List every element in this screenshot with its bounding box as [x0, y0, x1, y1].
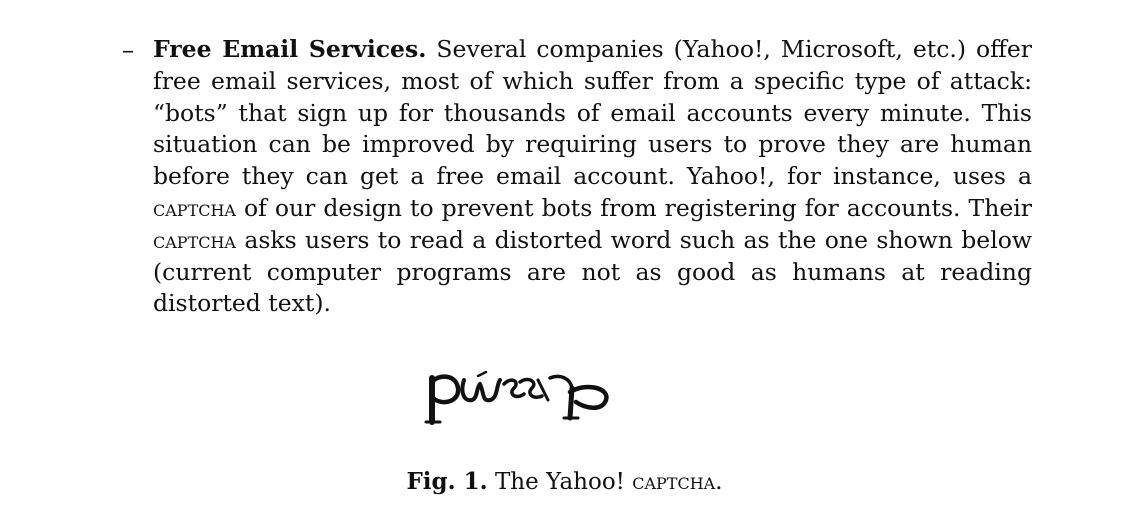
list-item-free-email-services	[122, 34, 1032, 320]
distorted-word	[426, 372, 606, 422]
figure-caption	[0, 466, 1129, 498]
caption-end: .	[715, 469, 723, 495]
paragraph-text-2: of our design to prevent bots from registering for accounts. Their	[235, 193, 1032, 222]
caption-captcha-term: captcha	[632, 469, 716, 495]
figure-label: Fig. 1.	[406, 468, 488, 495]
captcha-term-1: captcha	[153, 193, 236, 222]
item-heading: Free Email Services.	[153, 35, 427, 63]
paragraph-text-1: Several companies (Yahoo!, Microsoft, etc.) offer free email services, most of which suffer from a specific type of attack: “bots” that sign up for thousands of email accounts every minute. This situation can be improved by requiring users to prove they are human before they can get a free email account. Yahoo!, for instance, uses a	[153, 35, 1032, 191]
caption-text: The Yahoo!	[487, 469, 633, 495]
captcha-image	[420, 362, 620, 432]
captcha-word: pwsp	[420, 362, 423, 363]
paragraph-text-3: asks users to read a distorted word such as the one shown below (current computer programs are not as good as humans at reading distorted text).	[153, 225, 1032, 318]
captcha-term-2: captcha	[153, 225, 236, 254]
list-bullet: –	[122, 36, 134, 64]
paragraph	[153, 34, 1032, 320]
